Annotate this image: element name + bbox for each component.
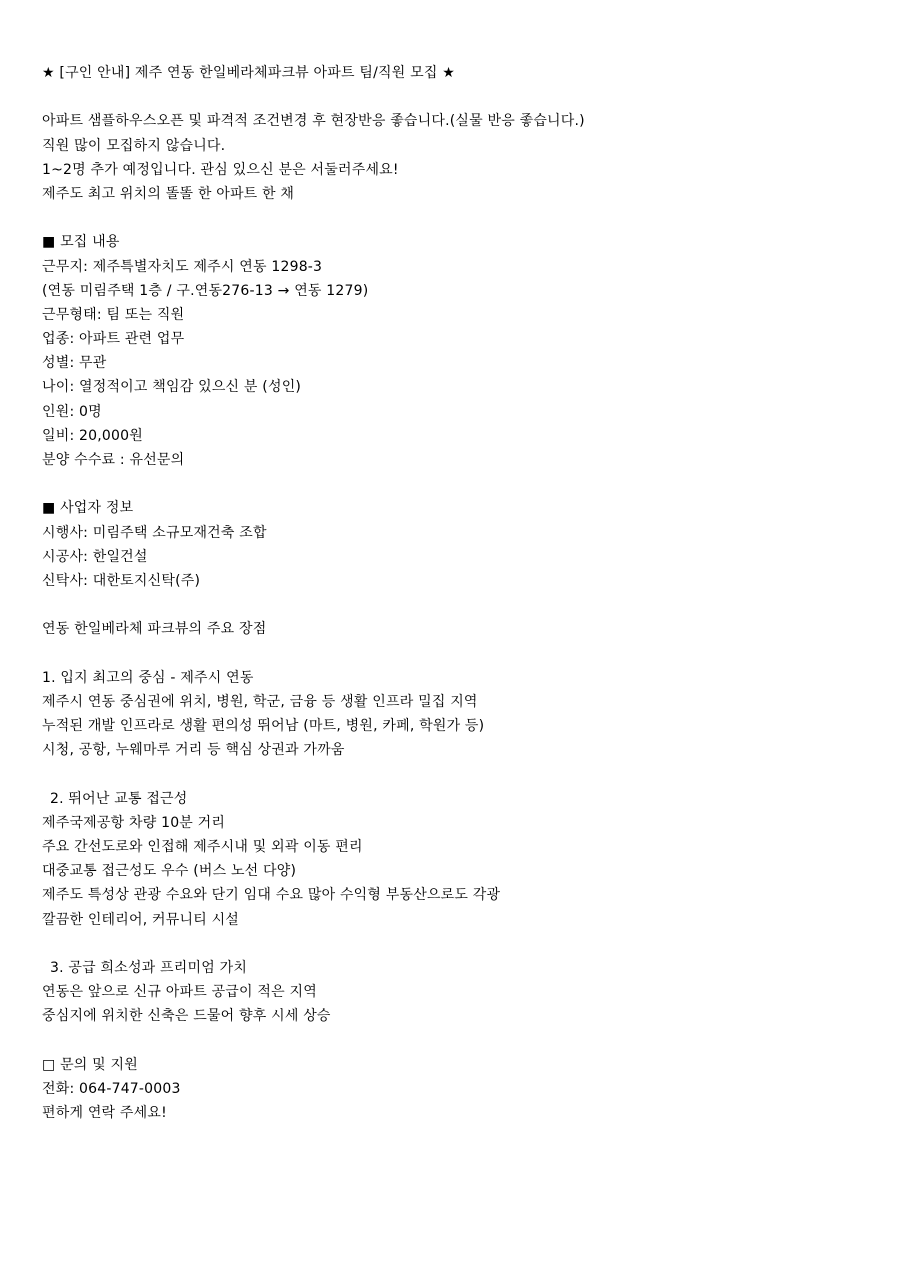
advantage-line: 주요 간선도로와 인접해 제주시내 및 외곽 이동 편리 (42, 839, 363, 855)
intro-line: 아파트 샘플하우스오픈 및 파격적 조건변경 후 현장반응 좋습니다.(실물 반응 좋습니다.) (42, 113, 585, 130)
recruit-headcount: 인원: 0명 (42, 403, 102, 420)
advantage-heading: 1. 입지 최고의 중심 - 제주시 연동 (42, 669, 254, 686)
spacer (42, 472, 872, 496)
business-trustee: 신탁사: 대한토지신탁(주) (42, 572, 201, 589)
recruit-work-type: 근무형태: 팀 또는 직원 (42, 306, 185, 323)
advantage-line: 제주국제공항 차량 10분 거리 (42, 814, 226, 831)
spacer (42, 762, 872, 786)
advantage-heading: 3. 공급 희소성과 프리미엄 가치 (50, 959, 248, 976)
recruit-workplace: 근무지: 제주특별자치도 제주시 연동 1298-3 (42, 258, 323, 275)
advantage-line: 중심지에 위치한 신축은 드물어 향후 시세 상승 (42, 1008, 331, 1025)
spacer (42, 642, 872, 666)
recruit-heading: ■ 모집 내용 (42, 234, 120, 251)
advantage-line: 제주도 특성상 관광 수요와 단기 임대 수요 많아 수익형 부동산으로도 각광 (42, 887, 501, 904)
advantage-line: 대중교통 접근성도 우수 (버스 노선 다양) (42, 863, 297, 880)
recruit-section (42, 230, 872, 472)
document-title: ★ [구인 안내] 제주 연동 한일베라체파크뷰 아파트 팀/직원 모집 ★ (42, 65, 455, 81)
recruit-commission: 분양 수수료 : 유선문의 (42, 452, 185, 468)
advantage-line: 누적된 개발 인프라로 생활 편의성 뛰어남 (마트, 병원, 카페, 학원가 등) (42, 718, 485, 735)
advantage-section-3 (42, 956, 872, 1029)
business-section (42, 496, 872, 593)
advantage-line: 깔끔한 인테리어, 커뮤니티 시설 (42, 911, 240, 928)
advantage-line: 시청, 공항, 누웨마루 거리 등 핵심 상권과 가까움 (42, 742, 345, 759)
recruit-age: 나이: 열정적이고 책임감 있으신 분 (성인) (42, 379, 302, 396)
recruit-gender: 성별: 무관 (42, 355, 107, 372)
recruit-daily-pay: 일비: 20,000원 (42, 427, 143, 444)
intro-line: 제주도 최고 위치의 똘똘 한 아파트 한 채 (42, 185, 295, 202)
contact-section (42, 1053, 872, 1126)
advantage-line: 연동은 앞으로 신규 아파트 공급이 적은 지역 (42, 984, 317, 1001)
advantages-title: 연동 한일베라체 파크뷰의 주요 장점 (42, 621, 267, 638)
business-constructor: 시공사: 한일건설 (42, 548, 148, 565)
business-developer: 시행사: 미림주택 소규모재건축 조합 (42, 524, 267, 541)
advantage-section-2 (42, 787, 872, 932)
spacer (42, 593, 872, 617)
advantage-line: 제주시 연동 중심권에 위치, 병원, 학군, 금융 등 생활 인프라 밀집 지역 (42, 693, 478, 710)
intro-line: 1~2명 추가 예정입니다. 관심 있으신 분은 서둘러주세요! (42, 161, 399, 178)
advantage-section-1 (42, 666, 872, 763)
advantage-heading: 2. 뛰어난 교통 접근성 (50, 790, 188, 807)
spacer (42, 206, 872, 230)
business-heading: ■ 사업자 정보 (42, 500, 134, 517)
spacer (42, 85, 872, 109)
spacer (42, 932, 872, 956)
recruit-industry: 업종: 아파트 관련 업무 (42, 331, 185, 348)
contact-closing: 편하게 연락 주세요! (42, 1105, 167, 1122)
intro-line: 직원 많이 모집하지 않습니다. (42, 137, 226, 154)
intro-block (42, 109, 872, 206)
contact-heading: □ 문의 및 지원 (42, 1056, 138, 1073)
document-body (42, 61, 872, 1125)
spacer (42, 1029, 872, 1053)
contact-phone: 전화: 064-747-0003 (42, 1080, 181, 1097)
recruit-address-note: (연동 미림주택 1층 / 구.연동276-13 → 연동 1279) (42, 282, 369, 299)
